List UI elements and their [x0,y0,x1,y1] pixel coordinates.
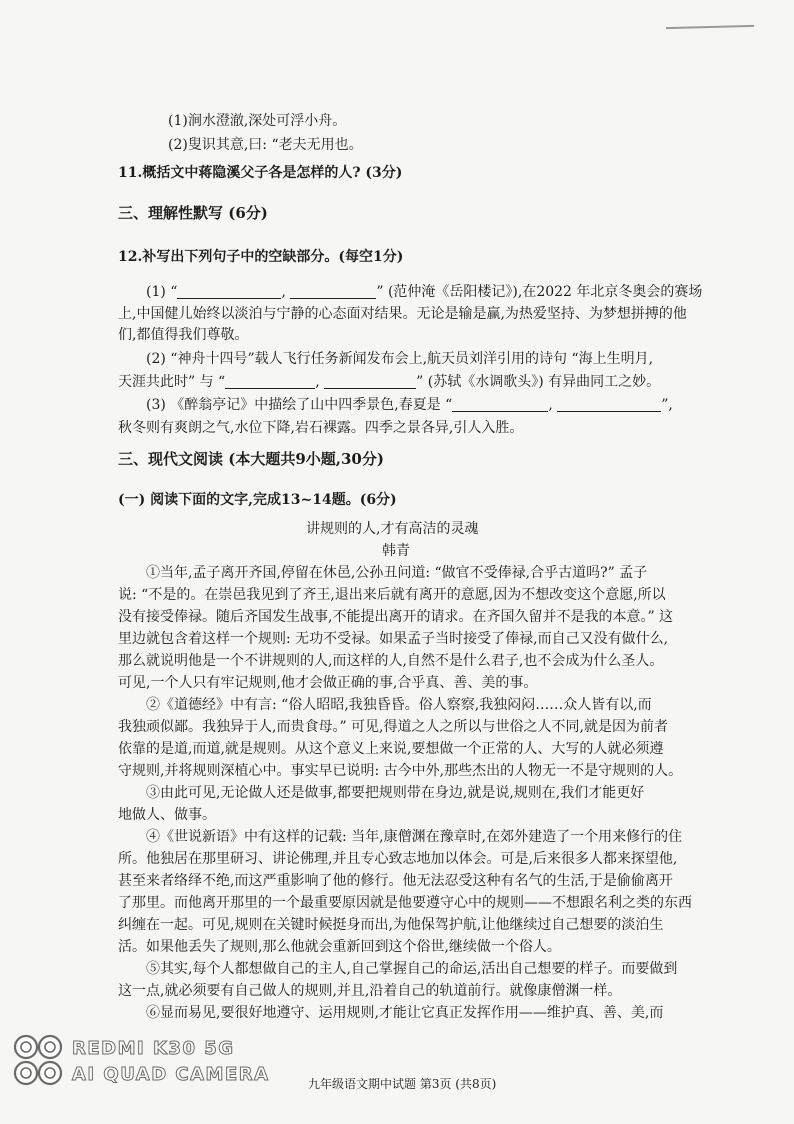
article-text-line: 甚至来者络绎不绝,而这严重影响了他的修行。他无法忍受这种有名气的生活,于是偷偷离开 [118,873,673,889]
article-title: 讲规则的人,才有高洁的灵魂 [306,521,479,537]
article-paragraph-6: ⑥显而易见,要很好地遵守、运用规则,才能让它真正发挥作用——维护真、善、美,而 [146,1005,664,1021]
q12-item-3-head: (3) 《醉翁亭记》中描绘了山中四季景色,春夏是 “ [146,397,453,413]
article-paragraph-2: ②《道德经》中有言: “俗人昭昭,我独昏昏。俗人察察,我独闷闷……众人皆有以,而 [146,697,652,713]
reading-part-1-instruction: (一) 阅读下面的文字,完成13~14题。(6分) [118,492,397,508]
section-heading-recitation: 三、理解性默写 (6分) [118,204,268,222]
translation-item-2: (2)叟识其意,曰: “老夫无用也。 [168,137,363,153]
scan-mark [666,25,754,29]
question-12: 12.补写出下列句子中的空缺部分。(每空1分) [118,249,404,265]
q12-item-1-tail: ” (范仲淹《岳阳楼记》),在2022 年北京冬奥会的赛场 [376,284,703,300]
article-text-line: 可见,一个人只有牢记规则,他才会做正确的事,合乎真、善、美的事。 [118,675,538,691]
q12-item-3-sep: , [548,397,553,413]
q12-item-2-sep: , [315,374,320,390]
article-text-line: 没有接受俸禄。随后齐国发生战事,不能提出离开的请求。在齐国久留并不是我的本意。” 这 [118,609,674,625]
q12-item-3-line2: 秋冬则有爽朗之气,水位下降,岩石裸露。四季之景各异,引人入胜。 [118,420,524,436]
article-author: 韩青 [382,543,410,559]
article-paragraph-4: ④《世说新语》中有这样的记载: 当年,康僧渊在豫章时,在郊外建造了一个用来修行的住 [146,829,683,845]
q12-item-3-tail: ”, [661,397,673,413]
article-text-line: 那么就说明他是一个不讲规则的人,而这样的人,自然不是什么君子,也不会成为什么圣人。 [118,653,664,669]
q12-item-2-head: 天涯共此时” 与 “ [118,374,226,390]
watermark-camera: AI QUAD CAMERA [72,1064,270,1085]
q12-item-2-line2 [118,374,660,390]
watermark-device: REDMI K30 5G [72,1038,235,1059]
answer-blank-1[interactable] [177,284,281,299]
translation-item-1: (1)涧水澄澈,深处可浮小舟。 [168,113,347,129]
article-text-line: 守规则,并将规则深植心中。事实早已说明: 古今中外,那些杰出的人物无一不是守规则的人。 [118,763,683,779]
section-heading-reading: 三、现代文阅读 (本大题共9小题,30分) [118,450,384,468]
article-text-line: 纠缠在一起。可见,规则在关键时候挺身而出,为他保驾护航,让他继续过自己想要的淡泊生 [118,917,664,933]
q12-item-1-sep: , [281,284,286,300]
article-text-line: 我独顽似鄙。我独异于人,而贵食母。” 可见,得道之人之所以与世俗之人不同,就是因为前者 [118,719,668,735]
answer-blank-4[interactable] [324,374,416,389]
q12-item-1-line2: 上,中国健儿始终以淡泊与宁静的心态面对结果。无论是输是赢,为热爱坚持、为梦想拼搏的他 [118,306,687,322]
answer-blank-5[interactable] [452,397,548,412]
q12-item-1-num: (1) “ [146,284,178,300]
answer-blank-2[interactable] [290,284,376,299]
article-text-line: 活。如果他丢失了规则,那么他就会重新回到这个俗世,继续做一个俗人。 [118,939,561,955]
q12-item-1 [146,284,702,300]
q12-item-2-tail: ” (苏轼《水调歌头》) 有异曲同工之妙。 [416,374,661,390]
article-text-line: 这一点,就必须要有自己做人的规则,并且,沿着自己的轨道前行。就像康僧渊一样。 [118,983,622,999]
question-11: 11.概括文中蒋隐溪父子各是怎样的人? (3分) [118,165,403,181]
article-text-line: 里边就包含着这样一个规则: 无功不受禄。如果孟子当时接受了俸禄,而自己又没有做什么, [118,631,669,647]
article-paragraph-1: ①当年,孟子离开齐国,停留在休邑,公孙丑问道: “做官不受俸禄,合乎古道吗?” 孟子 [146,565,648,581]
q12-item-3 [146,397,673,413]
article-text-line: 地做人、做事。 [118,807,216,823]
answer-blank-6[interactable] [557,397,661,412]
article-paragraph-3: ③由此可见,无论做人还是做事,都要把规则带在身边,就是说,规则在,我们才能更好 [146,785,645,801]
q12-item-2: (2) “神舟十四号”载人飞行任务新闻发布会上,航天员刘洋引用的诗句 “海上生明月, [146,351,654,367]
page-footer: 九年级语文期中试题 第3页 (共8页) [308,1077,497,1091]
article-text-line: 了那里。而他离开那里的一个最重要原因就是他要遵守心中的规则——不想跟名利之类的东西 [118,895,692,911]
answer-blank-3[interactable] [225,374,315,389]
camera-logo-icon [10,1030,68,1098]
article-paragraph-5: ⑤其实,每个人都想做自己的主人,自己掌握自己的命运,活出自己想要的样子。而要做到 [146,961,678,977]
camera-watermark [10,1030,270,1110]
article-text-line: 说: “不是的。在崇邑我见到了齐王,退出来后就有离开的意愿,因为不想改变这个意愿,所以 [118,587,666,603]
article-text-line: 依靠的是道,而道,就是规则。从这个意义上来说,要想做一个正常的人、大写的人就必须遵 [118,741,664,757]
q12-item-1-line3: 们,都值得我们尊敬。 [118,327,249,343]
article-text-line: 所。他独居在那里研习、讲论佛理,并且专心致志地加以体会。可是,后来很多人都来探望他, [118,851,678,867]
